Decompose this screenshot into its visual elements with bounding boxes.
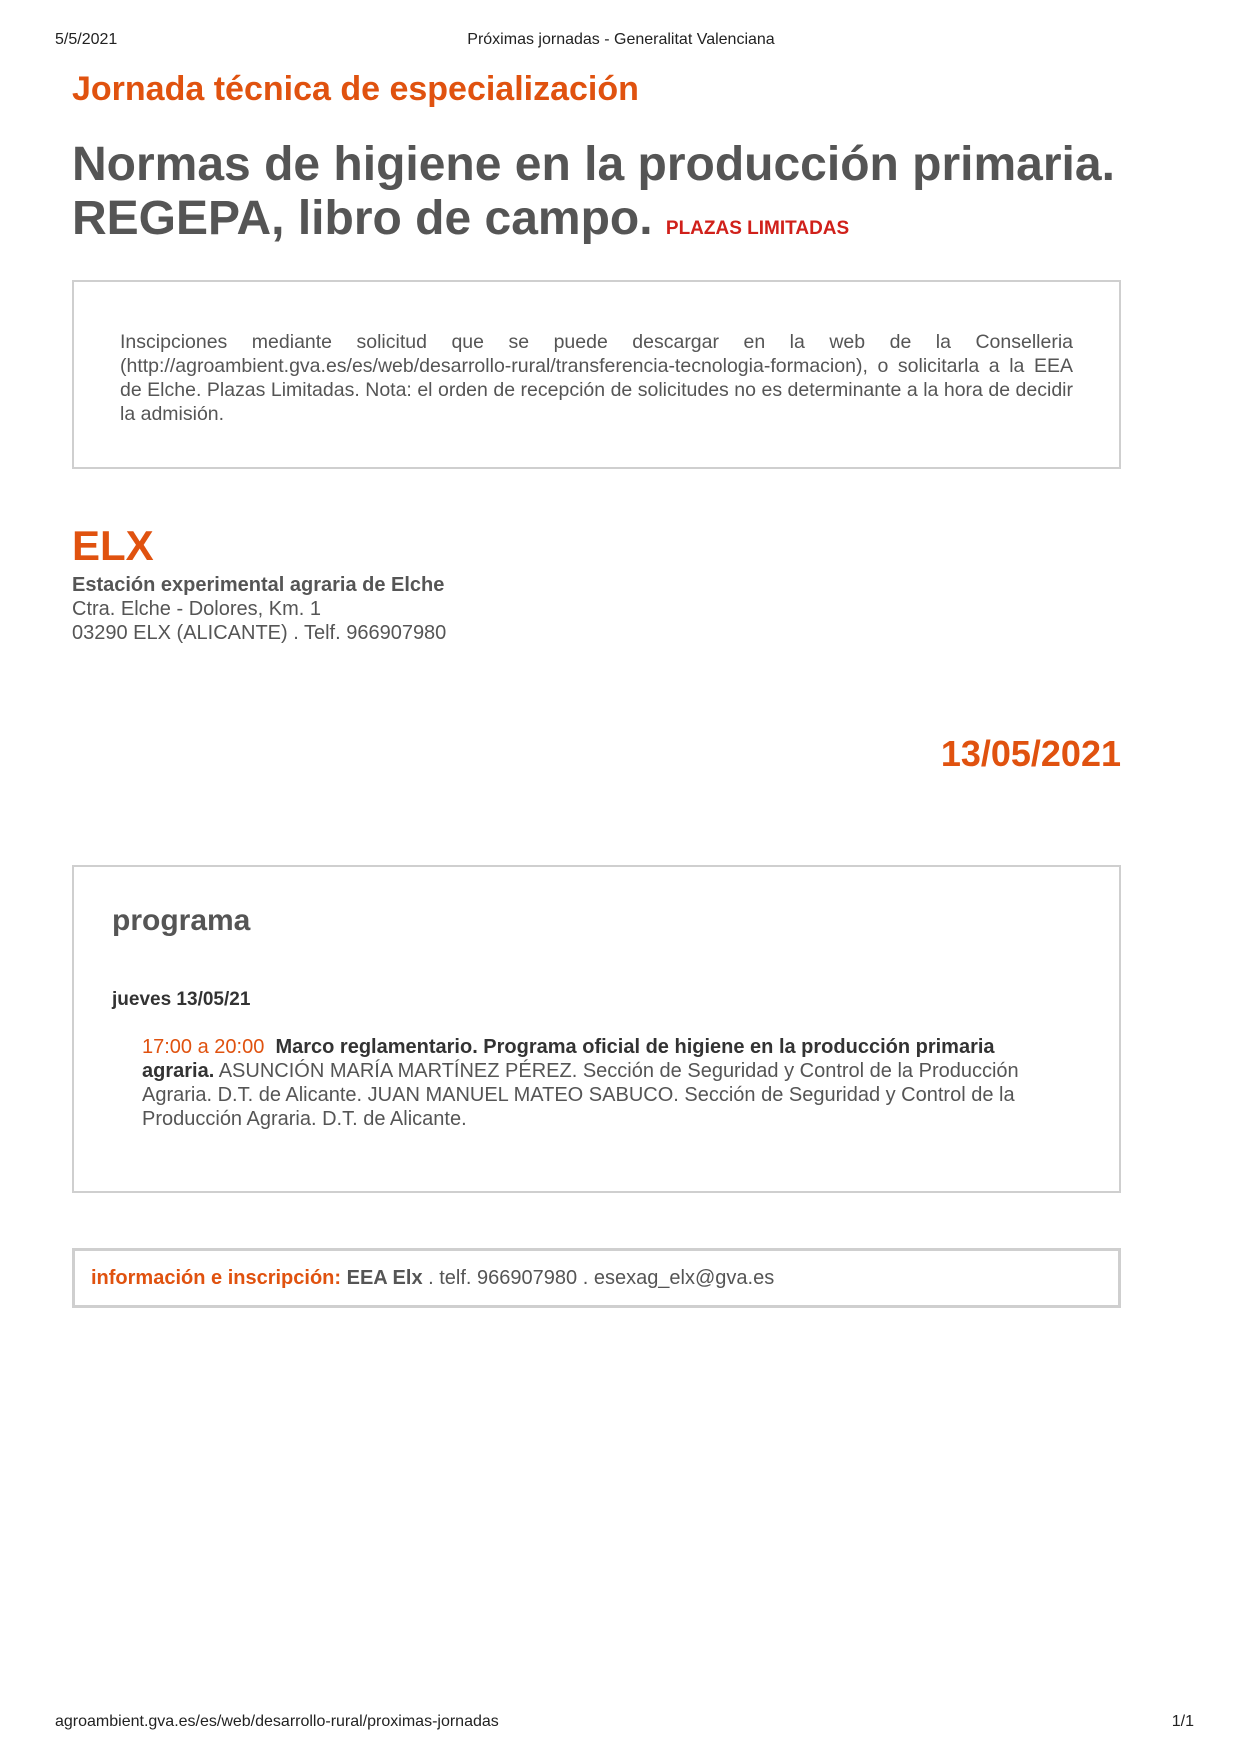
event-type: Jornada técnica de especialización [72, 70, 639, 108]
print-footer-url: agroambient.gva.es/es/web/desarrollo-rural/proximas-jornadas [55, 1713, 499, 1730]
program-item-title: Marco reglamentario. Programa oficial de higiene en la producción primaria agraria. [142, 1036, 995, 1082]
info-box [72, 1248, 1121, 1308]
location-center: Estación experimental agraria de Elche [72, 574, 445, 596]
program-item-text: ASUNCIÓN MARÍA MARTÍNEZ PÉREZ. Sección de Seguridad y Control de la Producción Agraria. D.T. de Alicante. JUAN MANUEL MATEO SABUCO. Sección de Seguridad y Control de la Producción Agraria. D.T. de Alicante. [142, 1060, 1019, 1130]
print-date: 5/5/2021 [55, 31, 118, 48]
event-date: 13/05/2021 [940, 733, 1121, 774]
event-title-line-2 [72, 192, 1182, 256]
program-box [72, 865, 1121, 1193]
program-item-time: 17:00 a 20:00 [142, 1036, 265, 1058]
program-heading: programa [112, 904, 251, 937]
description-box [72, 280, 1121, 469]
program-day: jueves 13/05/21 [112, 989, 251, 1010]
info-org: EEA Elx [346, 1267, 423, 1289]
event-title [72, 138, 1182, 256]
program-item [142, 1035, 1062, 1131]
info-label: información e inscripción: [91, 1267, 342, 1289]
print-page-title: Próximas jornadas - Generalitat Valenciana [467, 31, 775, 48]
plazas-limitadas-badge: PLAZAS LIMITADAS [665, 218, 850, 239]
info-contact: . telf. 966907980 . esexag_elx@gva.es [422, 1267, 775, 1289]
location-address-2: 03290 ELX (ALICANTE) . Telf. 966907980 [72, 622, 447, 644]
location-block [72, 573, 446, 645]
location-city: ELX [72, 522, 154, 569]
event-title-line-2-text: REGEPA, libro de campo. [72, 192, 653, 245]
print-footer-page: 1/1 [1171, 1713, 1194, 1730]
event-title-line-1: Normas de higiene en la producción primaria. [72, 138, 1115, 191]
event-description: Inscipciones mediante solicitud que se puede descargar en la web de la Conselleria (http://agroambient.gva.es/es/web/desarrollo-rural/transferencia-tecnologia-formacion), o solicitarla a la EEA de Elche. Plazas Limitadas. Nota: el orden de recepción de solicitudes no es determinante a la hora de decidir la admisión. [120, 331, 1073, 425]
location-address-1: Ctra. Elche - Dolores, Km. 1 [72, 598, 321, 620]
